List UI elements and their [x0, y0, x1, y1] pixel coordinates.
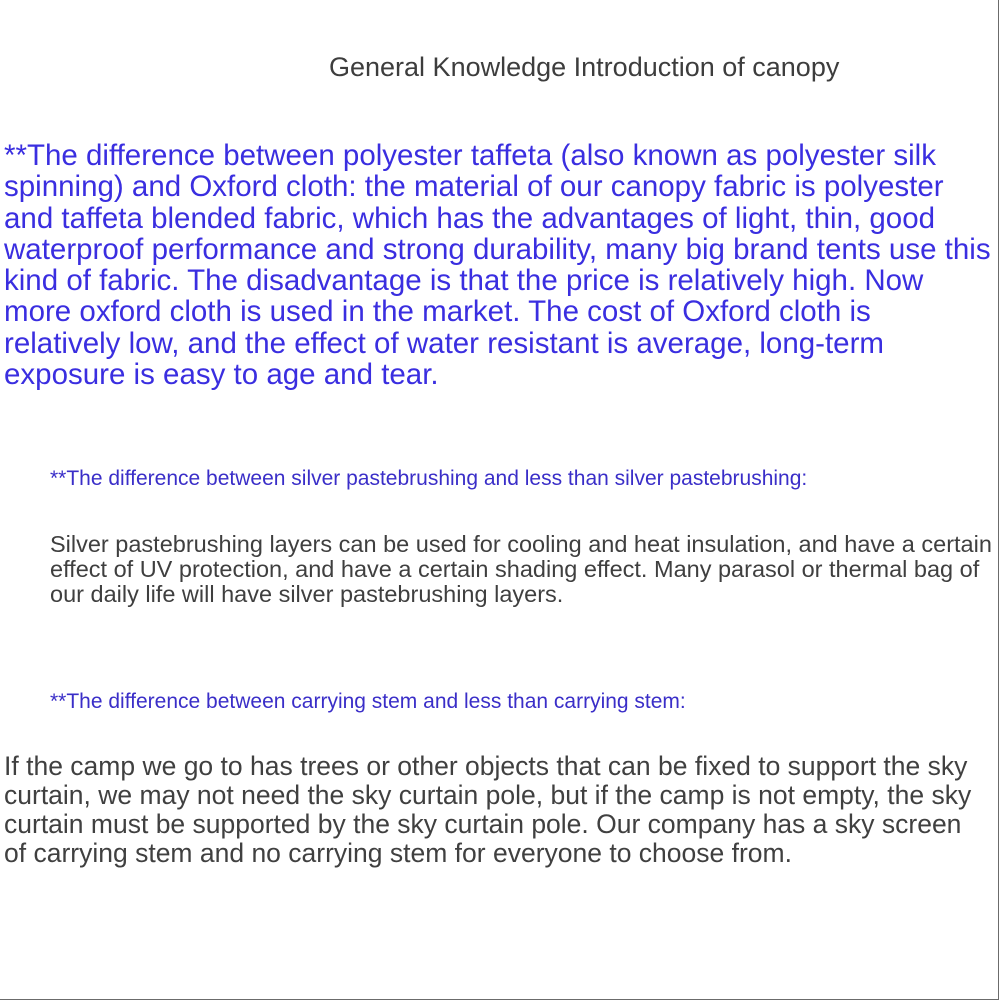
- fabric-difference-paragraph: **The difference between polyester taffeta (also known as polyester silk spinning) and Oxford cloth: the material of our canopy fabric is polyester and taffeta blended fabric, which has the advantages of light, thin, good waterproof performance and strong durability, many big brand tents use this kind of fabric. The disadvantage is that the price is relatively high. Now more oxford cloth is used in the market. The cost of Oxford cloth is relatively low, and the effect of water resistant is average, long-term exposure is easy to age and tear.: [4, 139, 991, 392]
- silver-pastebrushing-heading: **The difference between silver pastebrushing and less than silver pastebrushing:: [50, 467, 808, 490]
- silver-pastebrushing-paragraph: Silver pastebrushing layers can be used for cooling and heat insulation, and have a certain effect of UV protection, and have a certain shading effect. Many parasol or thermal bag of our daily life will have silver pastebrushing layers.: [50, 531, 992, 607]
- carrying-stem-paragraph: If the camp we go to has trees or other objects that can be fixed to support the sky curtain, we may not need the sky curtain pole, but if the camp is not empty, the sky curtain must be supported by the sky curtain pole. Our company has a sky screen of carrying stem and no carrying stem for everyone to choose from.: [4, 751, 972, 868]
- page-title: General Knowledge Introduction of canopy: [329, 52, 840, 82]
- carrying-stem-heading: **The difference between carrying stem and less than carrying stem:: [50, 690, 686, 713]
